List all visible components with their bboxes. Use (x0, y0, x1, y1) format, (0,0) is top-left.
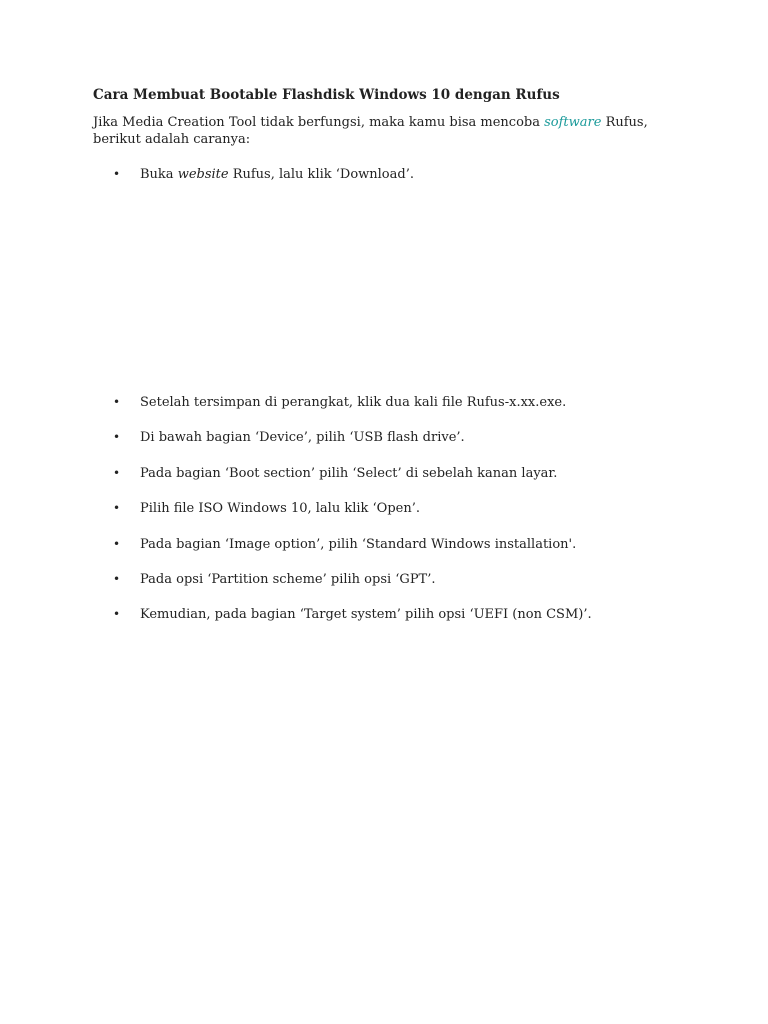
list-item (113, 394, 566, 411)
bullet-icon: • (113, 501, 121, 515)
list-item-open-website (113, 166, 414, 183)
intro-text-after: Rufus, berikut adalah caranya: (93, 115, 648, 147)
document-title: Cara Membuat Bootable Flashdisk Windows 10 dengan Rufus (93, 87, 560, 103)
software-link[interactable]: software (544, 115, 602, 130)
list-item (113, 465, 557, 482)
list-item (113, 606, 592, 623)
list-item (113, 500, 420, 517)
list-item-text: Di bawah bagian ‘Device’, pilih ‘USB flash drive’. (140, 430, 465, 445)
list-item-text: Pada bagian ‘Image option’, pilih ‘Standard Windows installation'. (140, 537, 577, 552)
bullet-icon: • (113, 572, 121, 586)
list-item-text (140, 167, 414, 182)
bullet-icon: • (113, 430, 121, 444)
bullet-icon: • (113, 537, 121, 551)
list-item-text: Pada opsi ‘Partition scheme’ pilih opsi ‘GPT’. (140, 572, 436, 587)
bullet-icon: • (113, 466, 121, 480)
list-item-text: Pilih file ISO Windows 10, lalu klik ‘Open’. (140, 501, 420, 516)
bullet-icon: • (113, 607, 121, 621)
list-item-text: Pada bagian ‘Boot section’ pilih ‘Select’ di sebelah kanan layar. (140, 466, 558, 481)
website-emphasis: website (177, 167, 229, 182)
list-item-text: Kemudian, pada bagian ‘Target system’ pilih opsi ‘UEFI (non CSM)’. (140, 607, 592, 622)
list-item (113, 536, 576, 553)
list-item (113, 571, 436, 588)
intro-text-before: Jika Media Creation Tool tidak berfungsi, maka kamu bisa mencoba (93, 115, 545, 130)
list-item-text-after: Rufus, lalu klik ‘Download’. (228, 167, 414, 182)
list-item-text-before: Buka (140, 167, 178, 182)
bullet-icon: • (113, 395, 121, 409)
list-item-text: Setelah tersimpan di perangkat, klik dua kali file Rufus-x.xx.exe. (140, 395, 567, 410)
list-item (113, 429, 465, 446)
intro-paragraph (93, 114, 693, 148)
bullet-icon: • (113, 167, 121, 181)
